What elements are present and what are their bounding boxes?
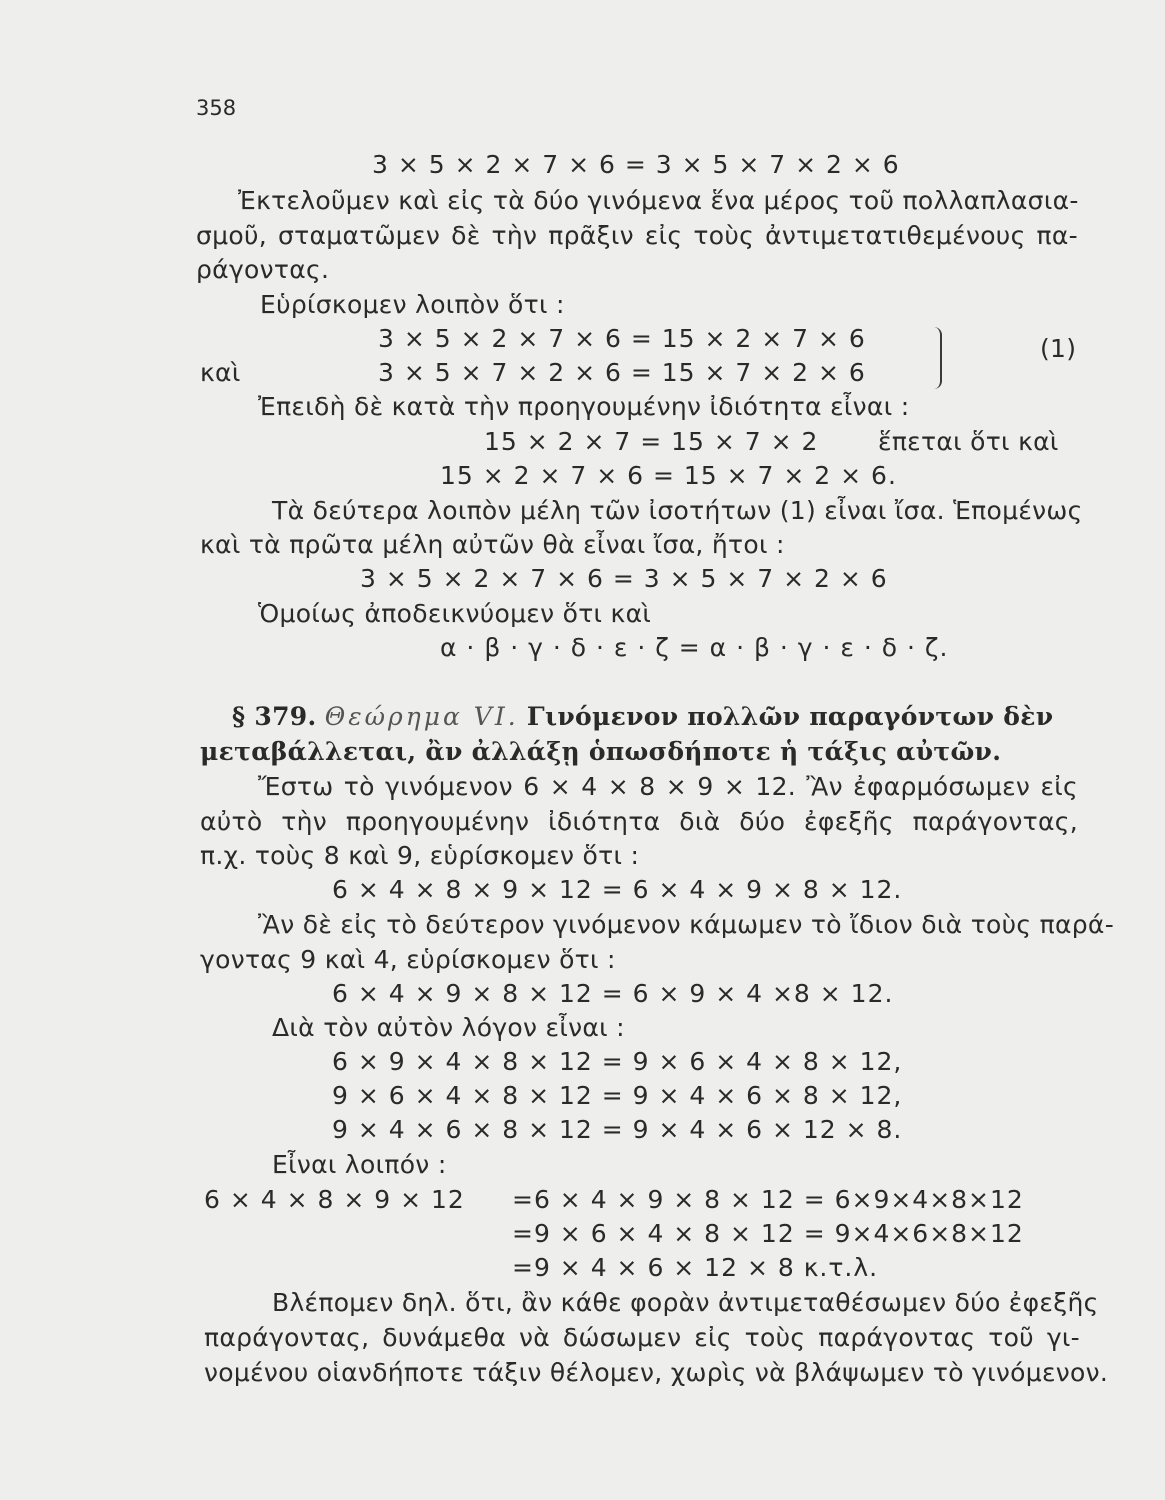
section-number: § 379. [232, 702, 317, 731]
paragraph-line: Τὰ δεύτερα λοιπὸν μέλη τῶν ἰσοτήτων (1) εἶναι ἴσα. Ἑπομένως [272, 496, 1083, 525]
paragraph-line: παράγοντας, δυνάμεθα νὰ δώσωμεν εἰς τοὺς παράγοντας τοῦ γι- [204, 1323, 1080, 1352]
equation-line: 6 × 4 × 9 × 8 × 12 = 6 × 9 × 4 ×8 × 12. [332, 979, 894, 1008]
equation-line: 6 × 9 × 4 × 8 × 12 = 9 × 6 × 4 × 8 × 12, [332, 1047, 903, 1076]
equation-line: 6 × 4 × 8 × 9 × 12 = 6 × 4 × 9 × 8 × 12. [332, 875, 903, 904]
brace [930, 327, 942, 389]
equation-line: =9 × 4 × 6 × 12 × 8 κ.τ.λ. [512, 1253, 879, 1282]
equation-lhs: 6 × 4 × 8 × 9 × 12 [204, 1185, 465, 1214]
paragraph-line: αὐτὸ τὴν προηγουμένην ἰδιότητα διὰ δύο ἐφεξῆς παράγοντας, [200, 807, 1078, 836]
equation-line: 3 × 5 × 2 × 7 × 6 = 3 × 5 × 7 × 2 × 6 [372, 150, 900, 179]
equation-line: α · β · γ · δ · ε · ζ = α · β · γ · ε · δ · ζ. [440, 633, 949, 662]
section-title: Γινόμενον πολλῶν παραγόντων δὲν [526, 702, 1054, 731]
equation-line: =9 × 6 × 4 × 8 × 12 = 9×4×6×8×12 [512, 1219, 1024, 1248]
paragraph-line: Ἐκτελοῦμεν καὶ εἰς τὰ δύο γινόμενα ἕνα μέρος τοῦ πολλαπλασια- [238, 186, 1079, 215]
paragraph-line: Διὰ τὸν αὐτὸν λόγον εἶναι : [272, 1013, 625, 1042]
equation-line: 3 × 5 × 7 × 2 × 6 = 15 × 7 × 2 × 6 [378, 358, 866, 387]
paragraph-line: ἕπεται ὅτι καὶ [878, 427, 1059, 456]
equation-line: 15 × 2 × 7 = 15 × 7 × 2 [484, 427, 819, 456]
equation-line: 15 × 2 × 7 × 6 = 15 × 7 × 2 × 6. [440, 461, 897, 490]
paragraph-line: σμοῦ, σταματῶμεν δὲ τὴν πρᾶξιν εἰς τοὺς ἀντιμετατιθεμένους πα- [196, 221, 1078, 250]
paragraph-line: Ὁμοίως ἀποδεικνύομεν ὅτι καὶ [258, 599, 652, 628]
paragraph-line: ράγοντας. [196, 255, 330, 284]
page-number: 358 [196, 96, 237, 120]
paragraph-line: καὶ τὰ πρῶτα μέλη αὐτῶν θὰ εἶναι ἴσα, ἤτοι : [200, 530, 785, 559]
equation-line: 3 × 5 × 2 × 7 × 6 = 15 × 2 × 7 × 6 [378, 324, 866, 353]
paragraph-line: Ἐπειδὴ δὲ κατὰ τὴν προηγουμένην ἰδιότητα εἶναι : [258, 392, 910, 421]
connector-word: καὶ [200, 358, 241, 387]
theorem-label: Θεώρημα VI. [324, 702, 519, 731]
paragraph-line: γοντας 9 καὶ 4, εὑρίσκομεν ὅτι : [200, 945, 616, 974]
paragraph-line: Ἂν δὲ εἰς τὸ δεύτερον γινόμενον κάμωμεν τὸ ἴδιον διὰ τοὺς παρά- [258, 910, 1115, 939]
section-heading [232, 700, 1053, 734]
equation-line: =6 × 4 × 9 × 8 × 12 = 6×9×4×8×12 [512, 1185, 1024, 1214]
equation-label: (1) [1040, 334, 1077, 363]
equation-line: 9 × 4 × 6 × 8 × 12 = 9 × 4 × 6 × 12 × 8. [332, 1115, 903, 1144]
equation-line: 3 × 5 × 2 × 7 × 6 = 3 × 5 × 7 × 2 × 6 [360, 564, 888, 593]
section-title: μεταβάλλεται, ἂν ἀλλάξῃ ὁπωσδήποτε ἡ τάξις αὐτῶν. [200, 737, 1002, 766]
paragraph-line: Ἔστω τὸ γινόμενον 6 × 4 × 8 × 9 × 12. Ἂν ἐφαρμόσωμεν εἰς [258, 772, 1078, 801]
paragraph-line: Βλέπομεν δηλ. ὅτι, ἂν κάθε φορὰν ἀντιμεταθέσωμεν δύο ἐφεξῆς [272, 1288, 1099, 1317]
paragraph-line: νομένου οἱανδήποτε τάξιν θέλομεν, χωρὶς νὰ βλάψωμεν τὸ γινόμενον. [204, 1358, 1109, 1387]
equation-line: 9 × 6 × 4 × 8 × 12 = 9 × 4 × 6 × 8 × 12, [332, 1081, 903, 1110]
paragraph-line: π.χ. τοὺς 8 καὶ 9, εὑρίσκομεν ὅτι : [200, 841, 640, 870]
paragraph-line: Εὑρίσκομεν λοιπὸν ὅτι : [260, 290, 565, 319]
paragraph-line: Εἶναι λοιπόν : [272, 1150, 447, 1179]
